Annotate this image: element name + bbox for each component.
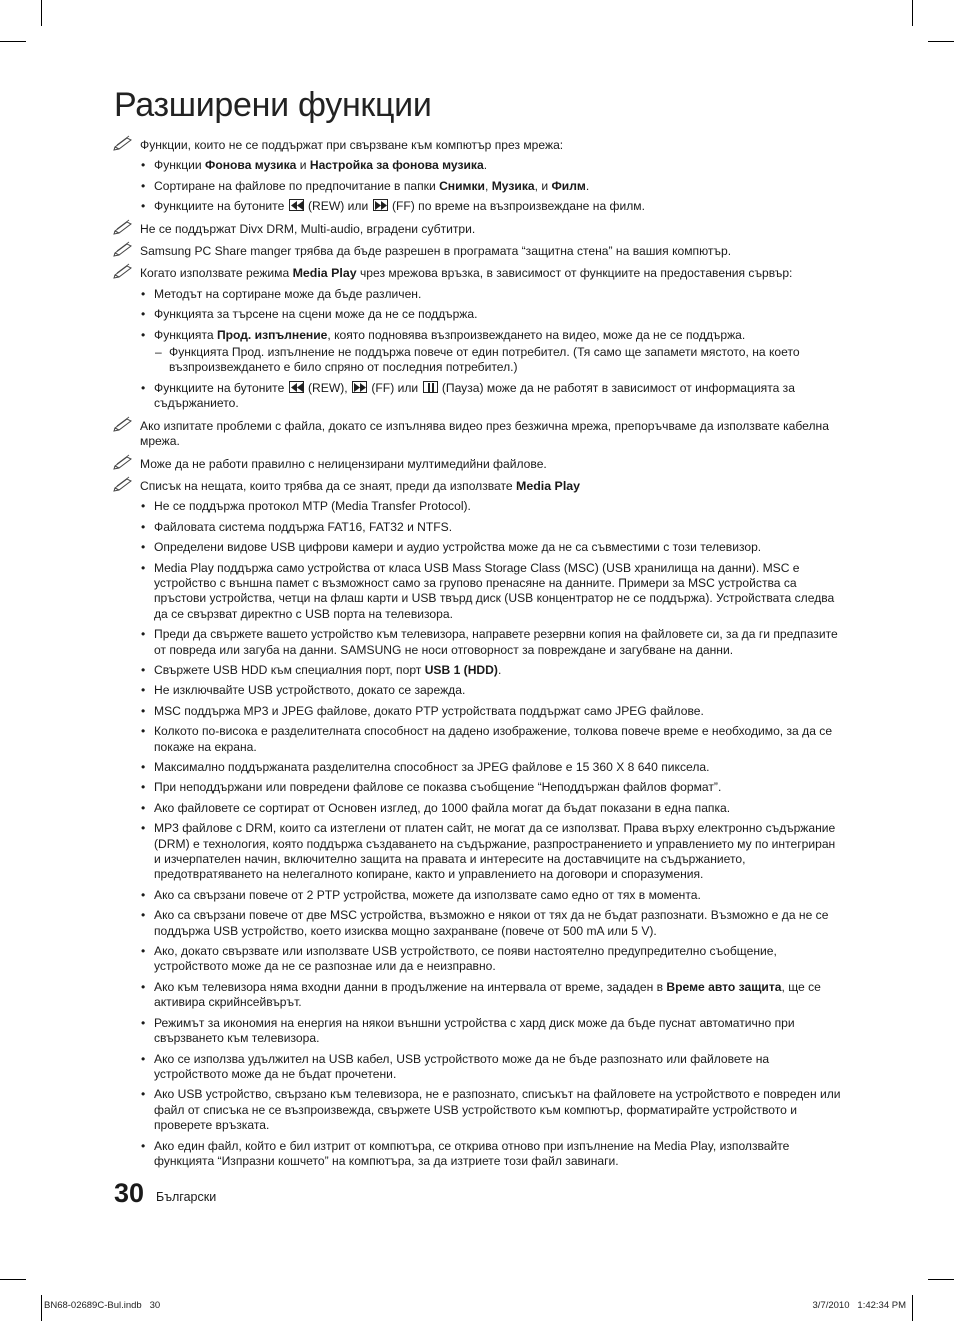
note: Ако изпитате проблеми с файла, докато се изпълнява видео през безжична мрежа, препоръчваме да използвате кабелна мрежа. [113, 419, 841, 450]
note [113, 138, 841, 153]
note: Не се поддържат Divx DRM, Multi-audio, вградени субтитри. [113, 222, 841, 237]
list-item: • Свържете USB HDD към специалния порт, порт USB 1 (HDD). [113, 663, 841, 678]
pencil-note-icon [113, 135, 137, 151]
crop-mark [0, 41, 26, 42]
list-item: • Файловата система поддържа FAT16, FAT32 и NTFS. [113, 520, 841, 535]
note: Списък на нещата, които трябва да се знаят, преди да използвате Media Play [113, 479, 841, 494]
note: Samsung PC Share manger трябва да бъде разрешен в програмата “защитна стена” на вашия компютър. [113, 244, 841, 259]
list-item: • Режимът за икономия на енергия на някои външни устройства с хард диск може да бъде пуснат автоматично при свързването към телевизора. [113, 1016, 841, 1047]
page-number: 30 [114, 1178, 145, 1208]
list-item: • Ако са свързани повече от 2 PTP устройства, можете да използвате само едно от тях в момента. [113, 888, 841, 903]
pencil-note-icon [113, 263, 137, 279]
list-item: • Не се поддържа протокол MTP (Media Transfer Protocol). [113, 499, 841, 514]
crop-mark [928, 41, 954, 42]
rewind-button-icon [289, 381, 304, 393]
pencil-note-icon [113, 416, 137, 432]
list-item: • Функцията за търсене на сцени може да не се поддържа. [113, 307, 841, 322]
page-title: Разширени функции [114, 86, 432, 124]
list-item: • Функции Фонова музика и Настройка за фонова музика. [113, 158, 841, 173]
list-item: • Максимално поддържаната разделителна способност за JPEG файлове е 15 360 X 8 640 пиксела. [113, 760, 841, 775]
list-item: • Функциите на бутоните (REW), (FF) или (Пауза) може да не работят в зависимост от информацията за съдържанието. [113, 381, 841, 412]
list-item: • Ако са свързани повече от две MSC устройства, възможно е някои от тях да не бъдат разпознати. Възможно е да не се поддържа USB устройство, което изисква мощно захранване (повече от 500 mA или 5 V). [113, 908, 841, 939]
crop-mark [912, 0, 913, 26]
fast-forward-button-icon [352, 381, 367, 393]
list-item: • Методът на сортиране може да бъде различен. [113, 287, 841, 302]
list-item: • Ако, докато свързвате или използвате USB устройството, се появи настоятелно предупредително съобщение, устройството може да не се разпознае или да е неизправно. [113, 944, 841, 975]
note-text: Функции, които не се поддържат при свързване към компютър през мрежа: [140, 138, 564, 152]
list-item: • При неподдържани или повредени файлове се показва съобщение “Неподдържан файлов формат”. [113, 780, 841, 795]
list-item: • Media Play поддържа само устройства от класа USB Mass Storage Class (MSC) (USB хранилища на данни). MSC е устройство с външна памет с възможност само за групово пренасяне на данните. Примери за MSC устройства са пръстови устройства, четци на флаш карти и USB твърд диск (USB концентратор не се поддържа). Устройствата следва да се свързват директно с USB порта на телевизора. [113, 561, 841, 623]
crop-mark [912, 1295, 913, 1321]
list-item: • Ако файловете се сортират от Основен изглед, до 1000 файла могат да бъдат показани в една папка. [113, 801, 841, 816]
list-item: • Ако се използва удължител на USB кабел, USB устройството може да не бъде разпознато или файловете на устройството може да не бъдат прочетени. [113, 1052, 841, 1083]
crop-mark [928, 1279, 954, 1280]
pencil-note-icon [113, 476, 137, 492]
crop-mark [41, 1295, 42, 1321]
pencil-note-icon [113, 219, 137, 235]
crop-mark [41, 0, 42, 26]
crop-mark [0, 1279, 26, 1280]
content [113, 138, 841, 1169]
list-item: • Не изключвайте USB устройството, докато се зарежда. [113, 683, 841, 698]
list-item: • Колкото по-висока е разделителната способност на дадено изображение, толкова повече време е необходимо, за да се покаже на екрана. [113, 724, 841, 755]
note: Може да не работи правилно с нелицензирани мултимедийни файлове. [113, 457, 841, 472]
rewind-button-icon [289, 199, 304, 211]
language-label: Български [156, 1190, 217, 1204]
list-item: • Ако USB устройство, свързано към телевизора, не е разпознато, списъкът на файловете на устройството е повреден или файл от списъка не се възпроизвежда, свържете USB устройството към компютър, форматирайте устройството и проверете връзката. [113, 1087, 841, 1133]
list-item: • Сортиране на файлове по предпочитание в папки Снимки, Музика, и Филм. [113, 179, 841, 194]
list-item: • Преди да свържете вашето устройство към телевизора, направете резервни копия на файловете си, за да ги предпазите от повреда или загуба на данни. SAMSUNG не носи отговорност за повреждане и загубване на данни. [113, 627, 841, 658]
list-item: • Определени видове USB цифрови камери и аудио устройства може да не са съвместими с този телевизор. [113, 540, 841, 555]
list-item: • Функциите на бутоните (REW) или (FF) по време на възпроизвеждане на филм. [113, 199, 841, 214]
list-item: • MP3 файлове с DRM, които са изтеглени от платен сайт, не могат да се използват. Права върху електронно съдържание (DRM) е технология, която поддържа създаването на съдържание, разпространението и управлението му по интегриран и изчерпателен начин, включително защита на правата и интересите на доставчиците на съдържанието, предотвратяването на нелегалното копиране, както и управлението на договори и споразумения. [113, 821, 841, 883]
pause-button-icon [423, 381, 438, 393]
print-file-info: BN68-02689C-Bul.indb 30 [44, 1300, 161, 1311]
fast-forward-button-icon [373, 199, 388, 211]
pencil-note-icon [113, 241, 137, 257]
list-item: • Ако към телевизора няма входни данни в продължение на интервала от време, зададен в Време авто защита, ще се активира скрийнсейвърът. [113, 980, 841, 1011]
sub-list-item: – Функцията Прод. изпълнение не поддържа повече от един потребител. (Тя само ще запамети мястото, на което възпроизвеждането е било спряно от последния потребител.) [113, 345, 841, 376]
list-item: • Функцията Прод. изпълнение, която подновява възпроизвеждането на видео, може да не се поддържа. [113, 328, 841, 343]
print-date-info: 3/7/2010 1:42:34 PM [812, 1300, 906, 1311]
list-item: • Ако един файл, който е бил изтрит от компютъра, се открива отново при изпълнение на Media Play, използвайте функцията “Изпразни кошчето” на компютъра, за да изтриете този файл завинаги. [113, 1139, 841, 1170]
note: Когато използвате режима Media Play чрез мрежова връзка, в зависимост от функциите на предоставения сървър: [113, 266, 841, 281]
list-item: • MSC поддържа MP3 и JPEG файлове, докато PTP устройствата поддържат само JPEG файлове. [113, 704, 841, 719]
pencil-note-icon [113, 454, 137, 470]
